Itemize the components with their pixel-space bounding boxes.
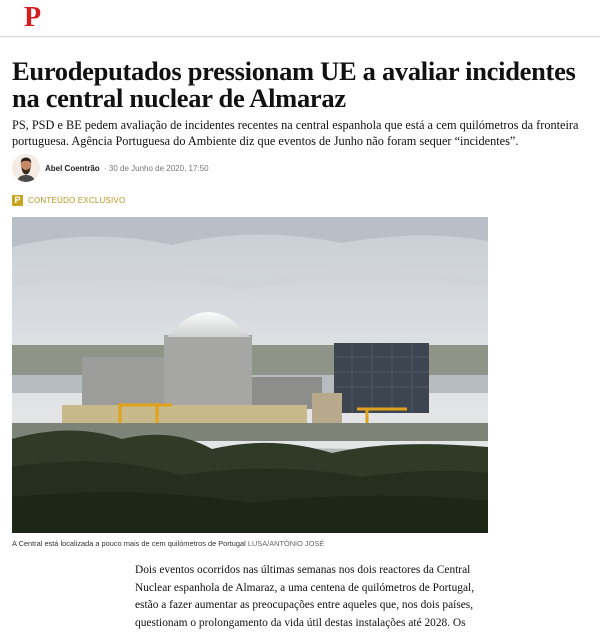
body-line: estão a fazer aumentar as preocupações entre aqueles que, nos dois países, [135,597,480,615]
caption-text: A Central está localizada a pouco mais de cem quilómetros de Portugal [12,539,246,548]
publico-badge-icon: P [12,195,23,206]
article-body [135,562,480,632]
article-lead: PS, PSD e BE pedem avaliação de incidentes recentes na central espanhola que está a cem quilómetros da fronteira portuguesa. Agência Portuguesa do Ambiente diz que eventos de Junho não foram sequer “incidentes”. [12,117,600,149]
photo-caption [12,539,324,548]
article-headline: Eurodeputados pressionam UE a avaliar incidentes na central nuclear de Almaraz [12,58,597,112]
body-line: questionam o prolongamento da vida útil destas instalações até 2028. Os [135,615,480,632]
nuclear-plant-photo [12,217,488,533]
publish-date: · 30 de Junho de 2020, 17:50 [104,164,209,173]
site-logo[interactable]: P [24,4,41,32]
author-portrait-icon [12,154,40,182]
body-line: Dois eventos ocorridos nas últimas semanas nos dois reactores da Central [135,562,480,580]
article-photo[interactable] [12,217,488,533]
body-line: Nuclear espanhola de Almaraz, a uma centena de quilómetros de Portugal, [135,580,480,598]
author-avatar[interactable] [12,154,40,182]
site-header [0,0,600,37]
photo-credit: LUSA/ANTÓNIO JOSÉ [248,539,324,548]
exclusive-label: CONTEÚDO EXCLUSIVO [28,196,125,205]
author-name[interactable]: Abel Coentrão [45,164,100,173]
